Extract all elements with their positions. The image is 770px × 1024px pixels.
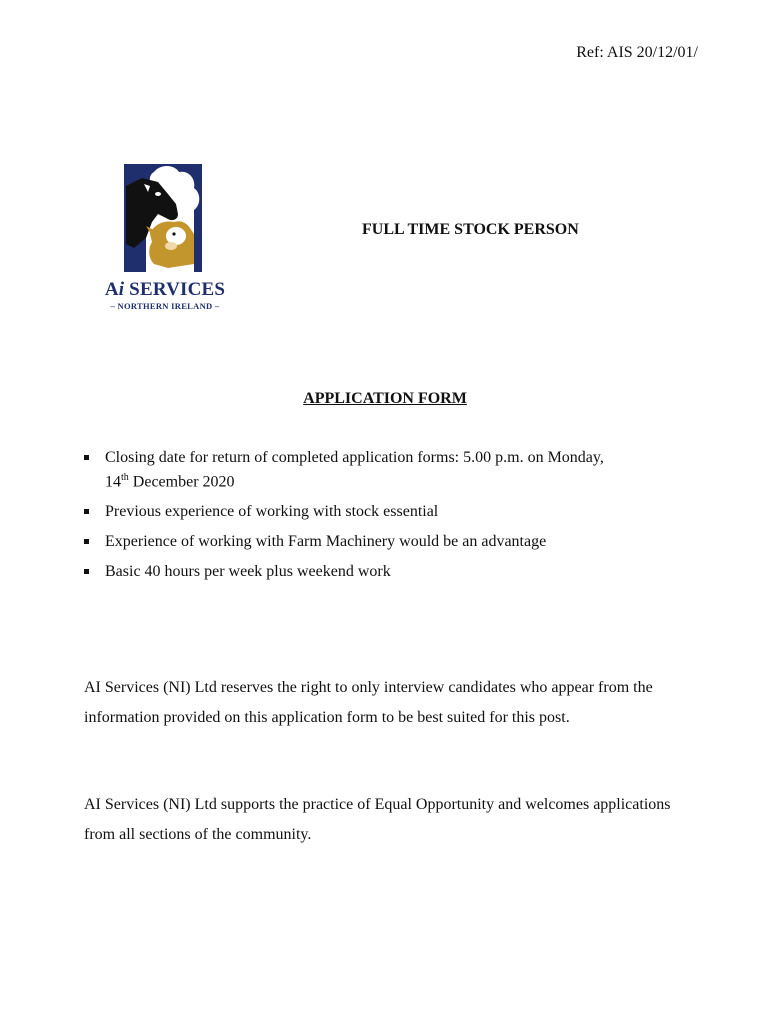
- form-title: APPLICATION FORM: [303, 390, 467, 407]
- list-item-closing-date: Closing date for return of completed application forms: 5.00 p.m. on Monday, 14th December 2020: [84, 448, 704, 492]
- list-item: Experience of working with Farm Machinery would be an advantage: [84, 532, 704, 552]
- interview-notice-paragraph: AI Services (NI) Ltd reserves the right to only interview candidates who appear from the information provided on this application form to be best suited for this post.: [84, 679, 653, 726]
- logo-brand-name: Ai SERVICES: [104, 279, 226, 300]
- cattle-logo-icon: [124, 164, 202, 272]
- company-logo: [100, 164, 230, 314]
- list-item: Basic 40 hours per week plus weekend work: [84, 562, 704, 582]
- list-item: Previous experience of working with stock essential: [84, 502, 704, 522]
- reference-number: Ref: AIS 20/12/01/: [576, 44, 698, 61]
- logo-subtitle: – NORTHERN IRELAND –: [110, 301, 220, 311]
- requirements-list: [84, 448, 704, 582]
- equal-opportunity-paragraph: AI Services (NI) Ltd supports the practice of Equal Opportunity and welcomes applications from all sections of the community.: [84, 796, 671, 843]
- job-title: FULL TIME STOCK PERSON: [362, 221, 579, 238]
